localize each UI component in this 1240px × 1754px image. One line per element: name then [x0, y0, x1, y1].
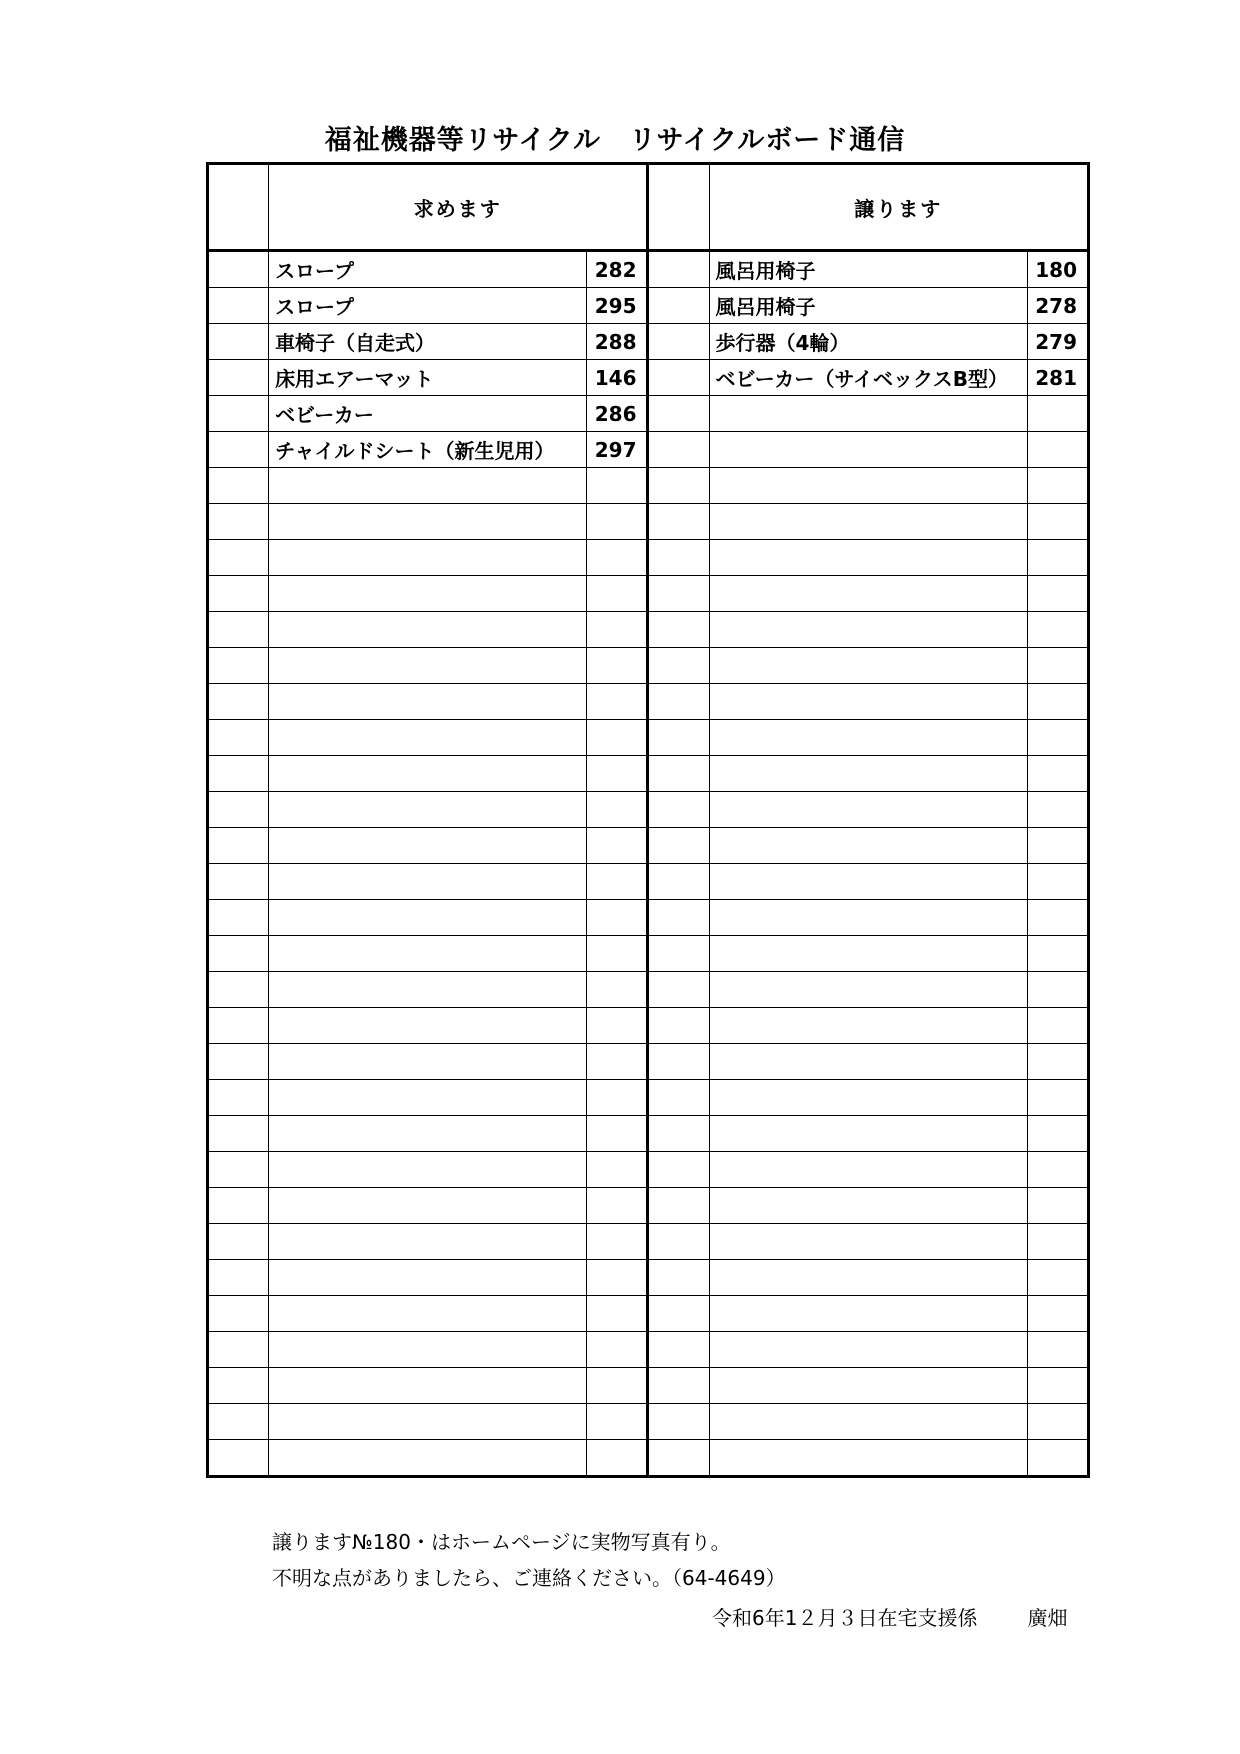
blank-cell [648, 648, 709, 684]
table-row [208, 864, 1089, 900]
blank-cell [648, 972, 709, 1008]
footer-note-contact: 不明な点がありましたら、ご連絡ください。（64-4649） [272, 1566, 786, 1590]
blank-cell [208, 1152, 269, 1188]
table-row [208, 684, 1089, 720]
want-item-name [269, 1044, 587, 1080]
table-row [208, 1368, 1089, 1404]
want-item-number [587, 468, 648, 504]
blank-cell [648, 900, 709, 936]
blank-cell [208, 1044, 269, 1080]
want-item-name [269, 1260, 587, 1296]
want-item-name [269, 1080, 587, 1116]
want-item-name [269, 936, 587, 972]
give-item-number: 180 [1027, 251, 1088, 288]
table-row [208, 612, 1089, 648]
want-item-number [587, 828, 648, 864]
footer-dept: 在宅支援係 [877, 1606, 978, 1630]
give-item-number [1027, 792, 1088, 828]
give-item-number [1027, 1224, 1088, 1260]
want-item-name: スロープ [269, 288, 587, 324]
give-item-number [1027, 864, 1088, 900]
blank-cell [208, 972, 269, 1008]
table-row [208, 900, 1089, 936]
give-item-name [709, 1404, 1027, 1440]
want-item-name [269, 468, 587, 504]
give-item-name [709, 900, 1027, 936]
blank-cell [648, 504, 709, 540]
table-row [208, 936, 1089, 972]
blank-cell [648, 576, 709, 612]
want-item-name [269, 576, 587, 612]
give-item-name [709, 1440, 1027, 1477]
blank-cell [208, 828, 269, 864]
table-row [208, 648, 1089, 684]
table-row [208, 1116, 1089, 1152]
blank-cell [648, 1152, 709, 1188]
blank-cell [208, 324, 269, 360]
want-item-name [269, 756, 587, 792]
want-item-number [587, 1080, 648, 1116]
blank-cell [208, 540, 269, 576]
give-item-number [1027, 1188, 1088, 1224]
table-row [208, 1152, 1089, 1188]
blank-cell [208, 1296, 269, 1332]
blank-cell [648, 1224, 709, 1260]
blank-cell [648, 360, 709, 396]
footer-date: 令和6年1２月３日 [712, 1606, 878, 1630]
want-item-name [269, 1008, 587, 1044]
give-item-number: 278 [1027, 288, 1088, 324]
give-item-number [1027, 396, 1088, 432]
blank-cell [208, 1368, 269, 1404]
blank-cell [208, 1260, 269, 1296]
give-item-name [709, 864, 1027, 900]
footer-person: 廣畑 [1027, 1606, 1068, 1630]
blank-cell [208, 684, 269, 720]
give-item-number [1027, 1404, 1088, 1440]
blank-cell [648, 432, 709, 468]
give-header: 譲ります [709, 164, 1088, 251]
blank-cell [648, 1080, 709, 1116]
blank-cell [208, 288, 269, 324]
want-item-name [269, 684, 587, 720]
give-item-name [709, 792, 1027, 828]
table-row [208, 1080, 1089, 1116]
give-item-number [1027, 720, 1088, 756]
want-item-name [269, 1116, 587, 1152]
blank-cell [648, 864, 709, 900]
want-item-number [587, 1224, 648, 1260]
blank-cell [648, 1260, 709, 1296]
want-item-number: 297 [587, 432, 648, 468]
want-item-number [587, 972, 648, 1008]
want-item-number [587, 756, 648, 792]
give-item-name [709, 396, 1027, 432]
blank-cell [648, 164, 709, 251]
table-row [208, 432, 1089, 468]
want-item-name [269, 1440, 587, 1477]
want-item-name [269, 504, 587, 540]
table-row [208, 1440, 1089, 1477]
want-item-name [269, 720, 587, 756]
table-row [208, 1296, 1089, 1332]
recycle-board-table [206, 162, 1090, 1478]
blank-cell [208, 792, 269, 828]
give-item-name [709, 576, 1027, 612]
blank-cell [648, 1332, 709, 1368]
table-row [208, 468, 1089, 504]
give-item-number [1027, 1296, 1088, 1332]
want-item-number [587, 864, 648, 900]
blank-cell [208, 164, 269, 251]
want-item-name: スロープ [269, 251, 587, 288]
give-item-number [1027, 1440, 1088, 1477]
want-item-number [587, 1404, 648, 1440]
give-item-number [1027, 504, 1088, 540]
want-item-number: 295 [587, 288, 648, 324]
want-item-name [269, 972, 587, 1008]
give-item-number [1027, 936, 1088, 972]
blank-cell [648, 1008, 709, 1044]
header-row [208, 164, 1089, 251]
blank-cell [208, 1116, 269, 1152]
want-item-name [269, 1332, 587, 1368]
want-item-name [269, 1368, 587, 1404]
give-item-name [709, 1008, 1027, 1044]
want-item-name: 床用エアーマット [269, 360, 587, 396]
give-item-number [1027, 648, 1088, 684]
give-item-name [709, 828, 1027, 864]
give-item-number [1027, 1368, 1088, 1404]
give-item-name [709, 1224, 1027, 1260]
table-row [208, 324, 1089, 360]
want-item-name [269, 792, 587, 828]
want-item-name [269, 1224, 587, 1260]
table-row [208, 720, 1089, 756]
give-item-number [1027, 684, 1088, 720]
give-item-number [1027, 576, 1088, 612]
give-item-name [709, 1116, 1027, 1152]
want-item-number [587, 792, 648, 828]
blank-cell [208, 432, 269, 468]
want-item-number [587, 1116, 648, 1152]
want-item-name [269, 612, 587, 648]
give-item-number [1027, 756, 1088, 792]
give-item-number [1027, 1116, 1088, 1152]
table-row [208, 756, 1089, 792]
table-row [208, 396, 1089, 432]
want-item-number: 286 [587, 396, 648, 432]
blank-cell [648, 792, 709, 828]
want-item-number [587, 1188, 648, 1224]
blank-cell [208, 1404, 269, 1440]
want-item-number [587, 1296, 648, 1332]
blank-cell [208, 1080, 269, 1116]
blank-cell [648, 468, 709, 504]
give-item-number [1027, 1008, 1088, 1044]
blank-cell [208, 612, 269, 648]
give-item-name [709, 1260, 1027, 1296]
table-row [208, 288, 1089, 324]
blank-cell [208, 756, 269, 792]
want-item-name: 車椅子（自走式） [269, 324, 587, 360]
give-item-name [709, 612, 1027, 648]
want-item-name [269, 1152, 587, 1188]
give-item-name [709, 1296, 1027, 1332]
blank-cell [648, 288, 709, 324]
give-item-name: ベビーカー（サイベックスB型） [709, 360, 1027, 396]
want-item-name [269, 1188, 587, 1224]
want-item-name: チャイルドシート（新生児用） [269, 432, 587, 468]
blank-cell [648, 324, 709, 360]
want-item-number: 146 [587, 360, 648, 396]
blank-cell [648, 720, 709, 756]
give-item-name [709, 972, 1027, 1008]
give-item-number [1027, 468, 1088, 504]
blank-cell [648, 1116, 709, 1152]
want-item-name [269, 1296, 587, 1332]
give-item-name: 風呂用椅子 [709, 251, 1027, 288]
blank-cell [648, 251, 709, 288]
give-item-name [709, 1152, 1027, 1188]
give-item-name [709, 1044, 1027, 1080]
give-item-number [1027, 1080, 1088, 1116]
want-item-name [269, 900, 587, 936]
want-item-name [269, 864, 587, 900]
blank-cell [208, 648, 269, 684]
blank-cell [208, 360, 269, 396]
blank-cell [648, 684, 709, 720]
blank-cell [648, 756, 709, 792]
blank-cell [208, 468, 269, 504]
blank-cell [208, 864, 269, 900]
give-item-number [1027, 1044, 1088, 1080]
table-row [208, 1260, 1089, 1296]
blank-cell [208, 1332, 269, 1368]
give-item-number [1027, 432, 1088, 468]
give-item-number: 281 [1027, 360, 1088, 396]
want-item-number [587, 720, 648, 756]
blank-cell [648, 1368, 709, 1404]
blank-cell [648, 612, 709, 648]
want-item-name [269, 648, 587, 684]
give-item-name [709, 720, 1027, 756]
blank-cell [208, 936, 269, 972]
want-item-number [587, 1260, 648, 1296]
blank-cell [208, 900, 269, 936]
table-row [208, 1404, 1089, 1440]
table-row [208, 972, 1089, 1008]
want-item-name [269, 540, 587, 576]
blank-cell [648, 1188, 709, 1224]
want-item-number [587, 612, 648, 648]
blank-cell [208, 504, 269, 540]
want-item-number [587, 900, 648, 936]
blank-cell [648, 540, 709, 576]
want-item-number [587, 540, 648, 576]
want-item-number [587, 1332, 648, 1368]
blank-cell [208, 576, 269, 612]
want-item-number [587, 1368, 648, 1404]
want-item-number [587, 684, 648, 720]
want-item-number [587, 576, 648, 612]
want-item-name [269, 828, 587, 864]
table-row [208, 1188, 1089, 1224]
table-row [208, 540, 1089, 576]
blank-cell [648, 1440, 709, 1477]
blank-cell [208, 720, 269, 756]
blank-cell [648, 936, 709, 972]
want-header: 求めます [269, 164, 648, 251]
give-item-name [709, 540, 1027, 576]
table-row [208, 576, 1089, 612]
give-item-name [709, 504, 1027, 540]
give-item-name [709, 1332, 1027, 1368]
give-item-number [1027, 828, 1088, 864]
table-row [208, 504, 1089, 540]
give-item-number [1027, 1152, 1088, 1188]
table-row [208, 1044, 1089, 1080]
give-item-number [1027, 972, 1088, 1008]
table-row [208, 251, 1089, 288]
want-item-name: ベビーカー [269, 396, 587, 432]
blank-cell [648, 828, 709, 864]
want-item-number: 282 [587, 251, 648, 288]
give-item-name [709, 432, 1027, 468]
blank-cell [648, 1404, 709, 1440]
blank-cell [208, 1440, 269, 1477]
blank-cell [208, 251, 269, 288]
blank-cell [648, 1296, 709, 1332]
give-item-name [709, 684, 1027, 720]
give-item-name [709, 756, 1027, 792]
give-item-number [1027, 1260, 1088, 1296]
table-row [208, 1008, 1089, 1044]
give-item-number [1027, 1332, 1088, 1368]
give-item-name [709, 648, 1027, 684]
table-row [208, 1224, 1089, 1260]
page-title: 福祉機器等リサイクル リサイクルボード通信 [324, 125, 906, 156]
want-item-number [587, 1008, 648, 1044]
blank-cell [648, 1044, 709, 1080]
blank-cell [208, 1008, 269, 1044]
want-item-number [587, 504, 648, 540]
blank-cell [208, 1188, 269, 1224]
give-item-name [709, 1080, 1027, 1116]
want-item-number [587, 648, 648, 684]
give-item-name [709, 936, 1027, 972]
want-item-number [587, 1044, 648, 1080]
table-row [208, 1332, 1089, 1368]
table-row [208, 792, 1089, 828]
table-row [208, 828, 1089, 864]
give-item-name [709, 468, 1027, 504]
give-item-number [1027, 540, 1088, 576]
want-item-number: 288 [587, 324, 648, 360]
blank-cell [208, 1224, 269, 1260]
give-item-name: 風呂用椅子 [709, 288, 1027, 324]
want-item-number [587, 1152, 648, 1188]
want-item-name [269, 1404, 587, 1440]
blank-cell [648, 396, 709, 432]
want-item-number [587, 1440, 648, 1477]
footer-signature [712, 1602, 1067, 1631]
footer-note-photos: 譲ります№180・はホームページに実物写真有り。 [272, 1530, 731, 1554]
give-item-name [709, 1188, 1027, 1224]
want-item-number [587, 936, 648, 972]
blank-cell [208, 396, 269, 432]
give-item-name [709, 1368, 1027, 1404]
give-item-name: 歩行器（4輪） [709, 324, 1027, 360]
give-item-number [1027, 900, 1088, 936]
table-row [208, 360, 1089, 396]
give-item-number: 279 [1027, 324, 1088, 360]
give-item-number [1027, 612, 1088, 648]
